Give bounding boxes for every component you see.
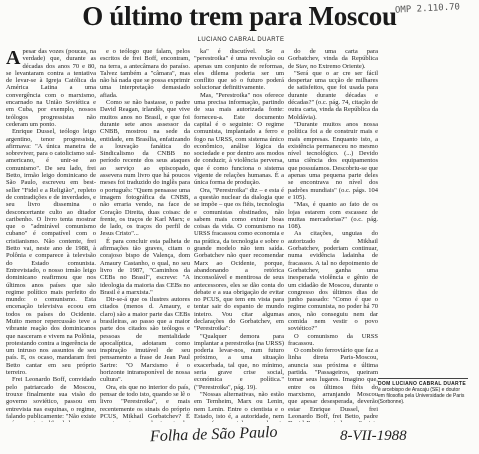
author-description: é arcebispo de Aracaju (SE) e doutor em filosofia pela Universidade de Paris (Sorbonne).	[378, 387, 465, 405]
paragraph: e o teólogo que falam, pelos escritos de frei Boff, encontram, na terra, a antecâmara do paraíso. Talvez também a "câmara", mas não há nada que se possa exprimir uma interpretação demasiado afiada.	[100, 48, 190, 99]
author-name: DOM LUCIANO CABRAL DUARTE	[378, 381, 466, 387]
drop-cap: A	[6, 48, 21, 69]
paragraph: Mas, "Perestroika" nos oferece uma precisa informação, partindo de sua mais autorizada fonte: forneceu-a. Este documento capital é o seguinte: O regime comunista, implantado a ferro e fogo na URSS, com sistema único econômico, análise lógica da sociedade e por dentro aos modos de conduzir, à violência perversa, que é como funciona o sistema vigente de relações humanas. É a única forma de produção.	[194, 91, 284, 187]
paragraph: Dir-se-á que os ilustres autores citados (menos d. Amaury, e claro) são a maior parte das CEBs brasileiras, ao passo que a maior parte dos citados são teólogos e pessoas de mentalidade apocalíptica, adotaram como inspiração imutável de seu pensamento a frase de Jean Paul Sartre: "O Marxismo é o horizonte intransponível de nossa cultura".	[100, 296, 190, 384]
paragraph: O comboio ferroviário que faz a linha direta Paris-Moscou, anuncia sua próxima e última partida. "Passageiros, queiram tomar seus lugares. Imagino que, entre os últimos fiéis do marxismo, arranjando Moscou que apesar desesperada, deverão estar Enrique Dussel, frei Leonardo Boff, frei Betto, padre	[288, 347, 378, 420]
headline: O último trem para Moscou	[82, 1, 397, 31]
paragraph: Como se não bastasse, o padre David Reagan, irlandês, que vive muitos anos no Brasil, e que foi durante sete anos assessor da CNBB, mostrou na sede da entidade, em Brasília, enfatizando a louvação fanática do Sindicalismo da CNBB no período recente dos seus ataques ao serviço ao episcopado, assevera num livro que há poucos meses foi traduzido do inglês para o português: "Quem pensasse uma imagem fotográfica da CNBB, não erraria vendo, na face de Coração Direita, duas coisas: de frente, os traços de Karl Marx; e de lado, os traços do perfil de Jesus Cristo"...	[100, 99, 190, 238]
handwritten-date: 8-VII-1988	[340, 428, 407, 444]
byline: LUCIANO CABRAL DUARTE	[197, 37, 285, 43]
paragraph: As citações, unguias do autorizado de Mikhail Gorbatchev, poderiam continuar, numa evidência ladainha de fracassos. A tal no depoimento de Gorbatchev, ganha uma inesperada violência e gênio de um cidadão de Moscou, durante o congresso dos últimos dias de junho passado: "Como é que o regime comunista, no poder há 70 anos, não conseguiu nem dar comida nem vestir o povo soviético?"	[288, 230, 378, 333]
archive-stamp: OMP 2.110.70	[394, 2, 461, 16]
author-box	[378, 378, 468, 405]
paragraph: "Durante muitos anos nossa política foi a de construir mais e mais empresas. Enquanto isto, a existência permaneceu no mesmo nível tecnológico. (...) Devido uma ciência dos equipamentos que possuíamos. Descobriu-se que apenas uma pequena parte deles se encontrava no nível dos padrões mundiais" (o.c. págs. 104 e 105).	[288, 120, 378, 201]
article-column-4	[288, 48, 378, 422]
article-column-2	[100, 48, 190, 422]
paragraph: "Nossas alternativas, não estão em Ternheim, Marx ou Lenin, nem Lenin. Entre o cientista e o Estado, isto é, a autoridade, nem	[194, 390, 284, 420]
article-column-1	[6, 48, 96, 422]
paragraph: pesar das vozes (poucas, na verdade) que, durante as décadas dos anos 70 e 80, se levantaram contra a tentativa de levar-se à Igreja Católica da América Latina a uma convergência com o marxismo, encarnado na União Soviética e em Cuba, por exemplo, nossos teólogos progressistas não cederam um ponto.	[6, 48, 96, 128]
paragraph: Frei Leonardo Boff, convidado pelo patriarcado de Moscou, trouxe finalmente sua visão do governo soviético, passou em entrevista nas esquinas, o regime, falando publicamente: "Não existe	[6, 376, 96, 420]
article-body	[6, 48, 472, 422]
paragraph: "Será que o ar cre ser fácil despertar uma ucção de milhares de satisfeitos, que foi usada para durante durante décadas e décadas?" (o.c. pág. 74, citação de outra carta, vinda da República da Moldávia).	[288, 69, 378, 121]
paragraph: O comunismo da URSS fracassou.	[288, 332, 378, 347]
article-column-3	[194, 48, 284, 422]
paragraph: "Qualquer demora para implantar a perestroika (na URSS) poderia levar-nos, num futuro próximo, a uma situação exacerbada, tal que, no mínimo, seria grave crise social, económica e política." ("Perestroika", pág. 19).	[194, 332, 284, 391]
paragraph: Ora, eis que no interior do país, pensar de todo isto, quando se lê o livro "Perestroika", e mais recentemente os sinais do próprio PCUS, Mikhail Gorbatchev? É	[100, 383, 190, 420]
paragraph: Ora, "Perestroika" diz – e esta é a questão nuclear da dialogia que se impõe – que os fiéis, tecnologia e comunistas obstinados, não sabem mais como extrair boas coisas da vida. O comunismo na URSS fracassou como economia e na prática, da tecnologia e sobre o grande modelo não tem saída. Gorbatchev não quer recomendar Marx ao Ocidente, porque, abandonando a retórica inconsolável e mentirosa de seus antecessores, eles se dão conta do debate e a sua obrigação de evitar no PCUS, que tem em vista para tentar sair do espanto de mundo inteiro. Vou citar algumas declarações do Gorbatchev, em "Perestroika":	[194, 186, 284, 333]
handwritten-source: Folha de São Paulo	[149, 423, 278, 446]
paragraph: do de uma carta para Gorbatchev, vinda da República de Stav, no Extremo Oriente).	[288, 48, 378, 70]
paragraph: "Mas, é quanto ao fato de os lojas estarem com escassez de muitas mercadorias?" (o.c. pág. 108).	[288, 201, 378, 231]
paragraph: É para concluir esta palheta de afirmações tão graves, citam o corajoso bispo de Valença, dom Amaury Castanho, o qual, no seu livro de 1987, "Caminhos da CEBs no Brasil", escreve: "A ideologia da maioria das CEBs no Brasil é a marxista."	[100, 237, 190, 296]
paragraph: ka" é discutível. Se a "perestroika" é uma revolução ou apenas um conjunto de reformas, eles dilema poderia ser um conflito que só o futuro poderá solucionar definitivamente.	[194, 48, 284, 92]
paragraph: Enrique Dussel, teólogo leigo argentino, tenor progressista, afirmava: "A única maneira de sobreviver, para o catolicismo sul-americano, é unir-se ao comunismo". De seu lado, frei Betto, irmão leigo dominicano de São Paulo, escreveu em best-seller "Fidel e a Religião", repleto de contradições e de inverdades, e seu livro dissemina o desconcertante culto ao ditador caribenho. O livro tenta mostrar que o "admirável comunismo cubano" é compatível com o cristianismo. Não contente, frei Betto vai, neste ano de 1988, à Polônia e comparece à televisão do Estado comunista. Entrevistado, o nosso irmão leigo dominicano reafirmou que nos últimos anos países que são regime político mais perfeito do mundo: o comunismo. Esta encenação televisiva ecoou em todos os países do Ocidente. Muito menor repercussão teve a vibrante reação dos dominicanos que nasceram e vivem na Polônia, protestando contra a ingerência de um intruso nos assuntos de seu país. E, os ocaso, mandaram frei Betto cantar em seu próprio terreiro.	[6, 128, 96, 377]
